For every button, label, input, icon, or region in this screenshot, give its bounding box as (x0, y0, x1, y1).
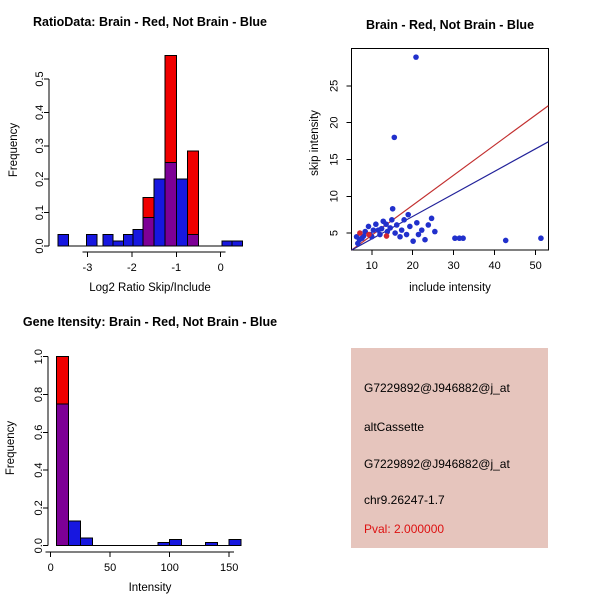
data-point-not-brain (389, 217, 395, 223)
y-tick-label: 0.0 (33, 538, 45, 554)
hist-bar-overlap (187, 234, 198, 246)
y-tick-label: 25 (328, 79, 341, 92)
data-point-not-brain (377, 232, 383, 238)
hist-bar-blue (158, 543, 170, 546)
hist-bar-blue (222, 241, 232, 246)
x-axis-label: include intensity (409, 282, 491, 294)
data-point-not-brain (373, 221, 379, 227)
hist-bar-red (187, 151, 198, 246)
x-tick-label: 50 (104, 562, 117, 574)
genomic-location: chr9.26247-1.7 (364, 493, 445, 507)
chart-title: Brain - Red, Not Brain - Blue (365, 18, 535, 32)
y-tick-label: 0.1 (34, 204, 46, 221)
x-tick-label: 40 (488, 260, 501, 272)
y-axis-label: Frequency (8, 122, 20, 178)
hist-bar-blue (229, 539, 241, 545)
data-point-not-brain (460, 235, 466, 241)
probeset-id: G7229892@J946882@j_at (364, 381, 510, 395)
x-tick-label: 100 (160, 562, 179, 574)
data-point-not-brain (394, 222, 400, 228)
data-point-not-brain (538, 235, 544, 241)
y-axis-label: Frequency (5, 420, 17, 476)
panel-gene-intensity-histogram (0, 300, 300, 600)
data-point-not-brain (391, 135, 397, 141)
x-tick-label: 20 (406, 260, 419, 272)
probeset-info-box (351, 348, 548, 548)
ratio-histogram-plot (0, 0, 300, 300)
x-tick-label: 0 (47, 562, 54, 574)
data-point-brain (366, 232, 372, 238)
chart-title: Gene Itensity: Brain - Red, Not Brain - Blue (22, 315, 278, 329)
y-tick-label: 5 (328, 230, 341, 237)
panel-probeset-info (300, 300, 600, 600)
hist-bar-blue (170, 539, 182, 545)
y-tick-label: 0.6 (33, 424, 45, 440)
data-point-brain (357, 230, 363, 236)
x-axis-label: Log2 Ratio Skip/Include (89, 282, 211, 294)
hist-bar-overlap (57, 404, 69, 546)
y-tick-label: 0.2 (33, 500, 45, 516)
y-tick-label: 0.0 (34, 238, 46, 254)
data-point-not-brain (414, 220, 420, 226)
hist-bar-blue (232, 241, 242, 246)
hist-bar-blue (113, 241, 123, 246)
data-point-not-brain (390, 206, 396, 212)
x-axis-label: Intensity (128, 582, 172, 594)
data-point-not-brain (397, 234, 403, 240)
hist-bar-blue (133, 229, 143, 246)
hist-bar-blue (123, 234, 133, 246)
data-point-not-brain (407, 224, 413, 230)
data-point-not-brain (422, 237, 428, 243)
hist-bar-blue (103, 234, 113, 246)
data-point-not-brain (410, 238, 416, 244)
y-tick-label: 0.4 (33, 462, 45, 478)
y-tick-label: 0.3 (34, 138, 46, 154)
data-point-brain (384, 233, 390, 239)
hist-bar-blue (69, 521, 81, 546)
data-point-not-brain (392, 230, 398, 236)
data-point-not-brain (413, 54, 419, 60)
intensity-scatter-plot (300, 0, 600, 300)
hist-bar-overlap (143, 218, 154, 246)
chart-title: RatioData: Brain - Red, Not Brain - Blue (32, 15, 268, 29)
data-point-not-brain (371, 227, 377, 233)
data-point-not-brain (387, 225, 393, 231)
data-point-not-brain (425, 222, 431, 228)
hist-bar-blue (176, 179, 187, 246)
x-tick-label: 50 (529, 260, 542, 272)
y-tick-label: 0.2 (34, 171, 46, 187)
hist-bar-blue (58, 234, 68, 246)
data-point-not-brain (401, 217, 407, 223)
gene-intensity-histogram-plot (0, 300, 300, 600)
panel-ratio-histogram (0, 0, 300, 300)
x-tick-label: -1 (171, 262, 182, 274)
y-axis-label: skip intensity (309, 110, 321, 176)
y-tick-label: 20 (328, 116, 341, 129)
panel-intensity-scatter (300, 0, 600, 300)
data-point-not-brain (429, 216, 435, 222)
y-tick-label: 0.5 (34, 71, 46, 87)
hist-bar-blue (80, 538, 92, 546)
data-point-not-brain (432, 229, 438, 235)
x-tick-label: 10 (365, 260, 378, 272)
pval-text: Pval: 2.000000 (364, 522, 445, 536)
x-tick-label: -3 (82, 262, 93, 274)
event-type: altCassette (364, 420, 425, 434)
y-tick-label: 0.4 (34, 104, 46, 121)
data-point-not-brain (366, 224, 372, 230)
x-tick-label: 0 (217, 262, 224, 274)
data-point-not-brain (399, 227, 405, 233)
x-tick-label: 30 (447, 260, 460, 272)
data-point-not-brain (379, 226, 385, 232)
hist-bar-blue (87, 234, 97, 246)
data-point-not-brain (419, 227, 425, 233)
x-tick-label: -2 (126, 262, 137, 274)
y-tick-label: 15 (328, 153, 341, 166)
y-tick-label: 1.0 (33, 349, 45, 365)
x-tick-label: 150 (219, 562, 239, 574)
hist-bar-blue (154, 179, 165, 246)
data-point-not-brain (503, 238, 509, 244)
data-point-not-brain (405, 212, 411, 218)
hist-bar-overlap (165, 162, 176, 246)
y-tick-label: 0.8 (33, 386, 45, 403)
y-tick-label: 10 (328, 190, 341, 203)
hist-bar-blue (205, 543, 217, 546)
probeset-id-repeat: G7229892@J946882@j_at (364, 457, 510, 471)
data-point-not-brain (404, 232, 410, 238)
